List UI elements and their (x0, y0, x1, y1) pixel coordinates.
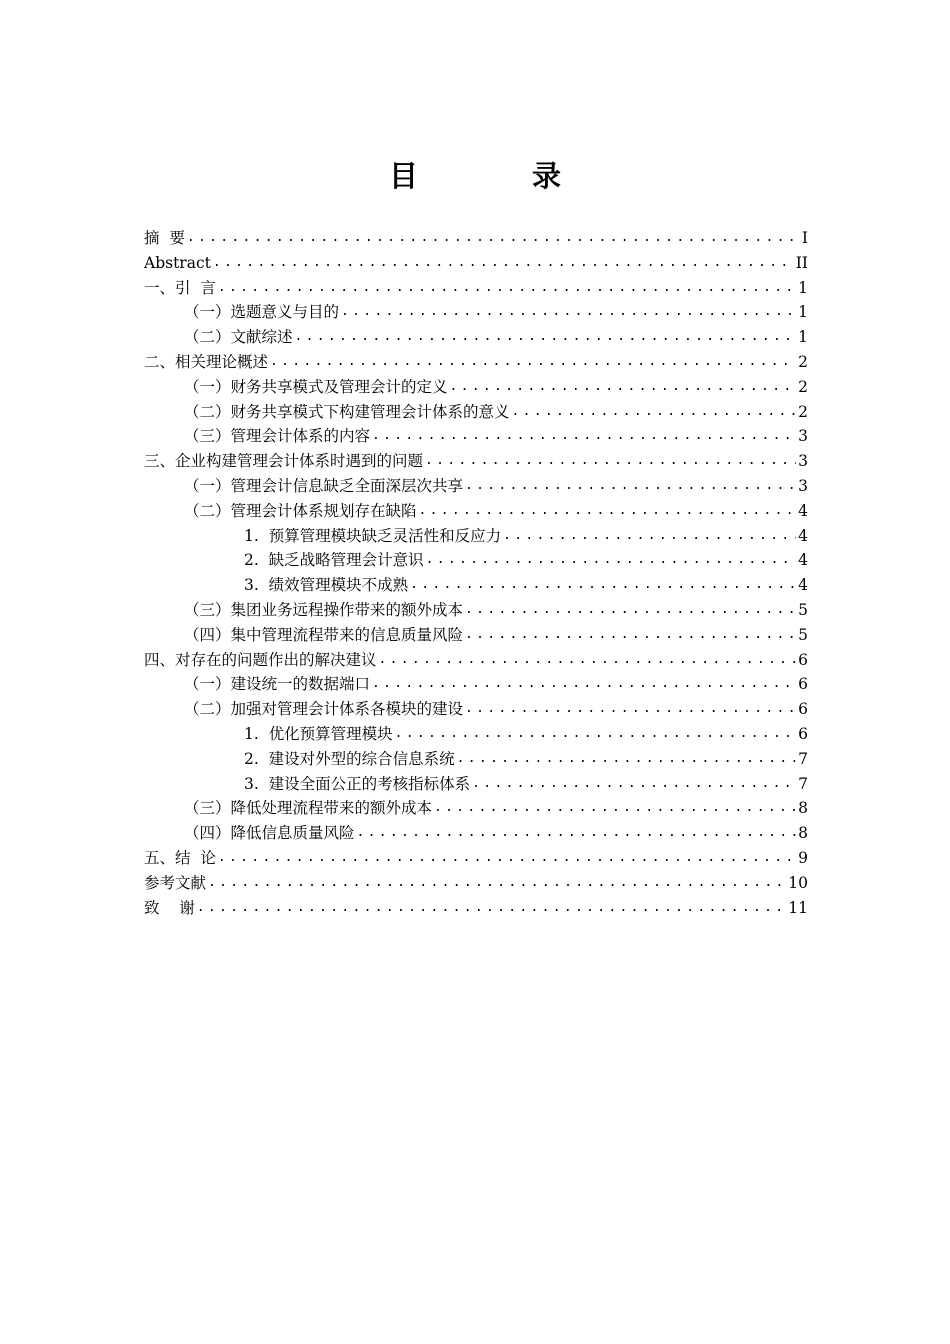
toc-leader-dots (410, 573, 796, 598)
toc-entry[interactable] (144, 871, 808, 896)
toc-entry[interactable] (144, 846, 808, 871)
toc-entry-label: （三）管理会计体系的内容 (184, 427, 371, 446)
toc-entry[interactable] (144, 350, 808, 375)
toc-entry-label: 3. 绩效管理模块不成熟 (244, 576, 409, 595)
toc-entry-page: 5 (798, 625, 808, 644)
toc-leader-dots (512, 400, 797, 425)
toc-entry-page: 8 (798, 799, 808, 818)
toc-entry-label: （二）加强对管理会计体系各模块的建设 (184, 700, 464, 719)
toc-entry[interactable] (144, 300, 808, 325)
toc-leader-dots (295, 325, 797, 350)
toc-entry[interactable] (144, 772, 808, 797)
toc-entry-page: 11 (788, 898, 808, 917)
toc-entry-page: 4 (798, 551, 808, 570)
toc-entry[interactable] (144, 400, 808, 425)
toc-entry-label: Abstract (144, 253, 211, 272)
toc-entry[interactable] (144, 697, 808, 722)
toc-entry-page: 2 (798, 402, 808, 421)
toc-entry-label: 四、对存在的问题作出的解决建议 (144, 650, 377, 669)
toc-leader-dots (270, 350, 796, 375)
toc-entry-label: （一）财务共享模式及管理会计的定义 (184, 377, 448, 396)
toc-entry-page: 6 (798, 650, 808, 669)
toc-entry-label: 参考文献 (144, 873, 207, 892)
toc-entry-page: 10 (788, 873, 808, 892)
toc-entry[interactable] (144, 325, 808, 350)
toc-leader-dots (341, 300, 796, 325)
toc-entry-page: 7 (798, 749, 808, 768)
table-of-contents (144, 226, 808, 920)
toc-leader-dots (372, 672, 796, 697)
toc-entry[interactable] (144, 821, 808, 846)
toc-entry-label: 五、结 论 (144, 848, 216, 867)
toc-entry-label: （二）文献综述 (184, 328, 293, 347)
toc-entry-label: 2. 建设对外型的综合信息系统 (244, 749, 455, 768)
toc-entry-page: 1 (798, 328, 808, 347)
toc-entry-page: 4 (798, 526, 808, 545)
toc-entry[interactable] (144, 548, 808, 573)
toc-entry-label: （三）集团业务远程操作带来的额外成本 (184, 600, 464, 619)
toc-leader-dots (357, 821, 797, 846)
toc-leader-dots (465, 598, 796, 623)
toc-leader-dots (395, 722, 796, 747)
toc-entry-label: 1. 预算管理模块缺乏灵活性和反应力 (244, 526, 502, 545)
toc-entry-page: 9 (798, 848, 808, 867)
toc-entry-page: 1 (798, 278, 808, 297)
toc-entry[interactable] (144, 524, 808, 549)
toc-leader-dots (457, 747, 796, 772)
toc-entry[interactable] (144, 226, 808, 251)
toc-entry-label: （一）选题意义与目的 (184, 303, 340, 322)
toc-entry-page: 8 (798, 824, 808, 843)
toc-leader-dots (372, 424, 796, 449)
toc-entry[interactable] (144, 747, 808, 772)
toc-leader-dots (450, 375, 797, 400)
toc-leader-dots (465, 623, 796, 648)
toc-leader-dots (426, 548, 796, 573)
toc-entry-page: 2 (798, 377, 808, 396)
toc-entry-page: 3 (798, 452, 808, 471)
toc-entry-label: 致 谢 (144, 898, 195, 917)
toc-entry-page: 3 (798, 476, 808, 495)
toc-leader-dots (213, 251, 794, 276)
toc-entry-label: （一）管理会计信息缺乏全面深层次共享 (184, 476, 464, 495)
toc-leader-dots (419, 499, 797, 524)
toc-leader-dots (197, 896, 787, 921)
toc-entry-label: （三）降低处理流程带来的额外成本 (184, 799, 433, 818)
toc-leader-dots (425, 449, 796, 474)
toc-leader-dots (218, 276, 796, 301)
toc-entry[interactable] (144, 499, 808, 524)
toc-entry-page: 4 (798, 576, 808, 595)
toc-entry[interactable] (144, 648, 808, 673)
toc-entry[interactable] (144, 474, 808, 499)
toc-leader-dots (465, 697, 796, 722)
toc-entry[interactable] (144, 424, 808, 449)
toc-entry-page: 7 (798, 774, 808, 793)
toc-entry[interactable] (144, 276, 808, 301)
toc-leader-dots (434, 796, 796, 821)
toc-entry[interactable] (144, 896, 808, 921)
toc-leader-dots (465, 474, 796, 499)
toc-leader-dots (208, 871, 786, 896)
toc-entry-page: 6 (798, 675, 808, 694)
toc-entry-label: （四）降低信息质量风险 (184, 824, 355, 843)
toc-entry[interactable] (144, 375, 808, 400)
toc-entry-label: （二）财务共享模式下构建管理会计体系的意义 (184, 402, 510, 421)
toc-leader-dots (503, 524, 796, 549)
toc-entry-page: 5 (798, 600, 808, 619)
toc-entry[interactable] (144, 796, 808, 821)
toc-entry[interactable] (144, 573, 808, 598)
toc-entry[interactable] (144, 449, 808, 474)
toc-entry-label: 三、企业构建管理会计体系时遇到的问题 (144, 452, 424, 471)
toc-leader-dots (187, 226, 800, 251)
toc-leader-dots (472, 772, 796, 797)
toc-entry-label: （四）集中管理流程带来的信息质量风险 (184, 625, 464, 644)
toc-entry[interactable] (144, 251, 808, 276)
toc-entry-label: （一）建设统一的数据端口 (184, 675, 371, 694)
toc-entry-page: II (795, 253, 808, 272)
toc-leader-dots (218, 846, 796, 871)
toc-entry-page: 6 (798, 724, 808, 743)
toc-leader-dots (379, 648, 797, 673)
toc-entry-label: （二）管理会计体系规划存在缺陷 (184, 501, 417, 520)
toc-entry[interactable] (144, 623, 808, 648)
toc-entry[interactable] (144, 598, 808, 623)
toc-entry-page: 4 (798, 501, 808, 520)
toc-entry-label: 二、相关理论概述 (144, 352, 269, 371)
toc-entry-page: I (801, 229, 808, 247)
toc-entry-label: 一、引 言 (144, 278, 216, 297)
toc-entry-label: 摘 要 (144, 229, 185, 247)
toc-entry-page: 1 (798, 303, 808, 322)
toc-entry[interactable] (144, 722, 808, 747)
toc-entry[interactable] (144, 672, 808, 697)
page-title: 目 录 (388, 159, 614, 193)
toc-entry-label: 3. 建设全面公正的考核指标体系 (244, 774, 471, 793)
toc-entry-page: 3 (798, 427, 808, 446)
toc-entry-label: 2. 缺乏战略管理会计意识 (244, 551, 424, 570)
toc-entry-page: 2 (798, 352, 808, 371)
toc-entry-page: 6 (798, 700, 808, 719)
toc-entry-label: 1. 优化预算管理模块 (244, 724, 393, 743)
